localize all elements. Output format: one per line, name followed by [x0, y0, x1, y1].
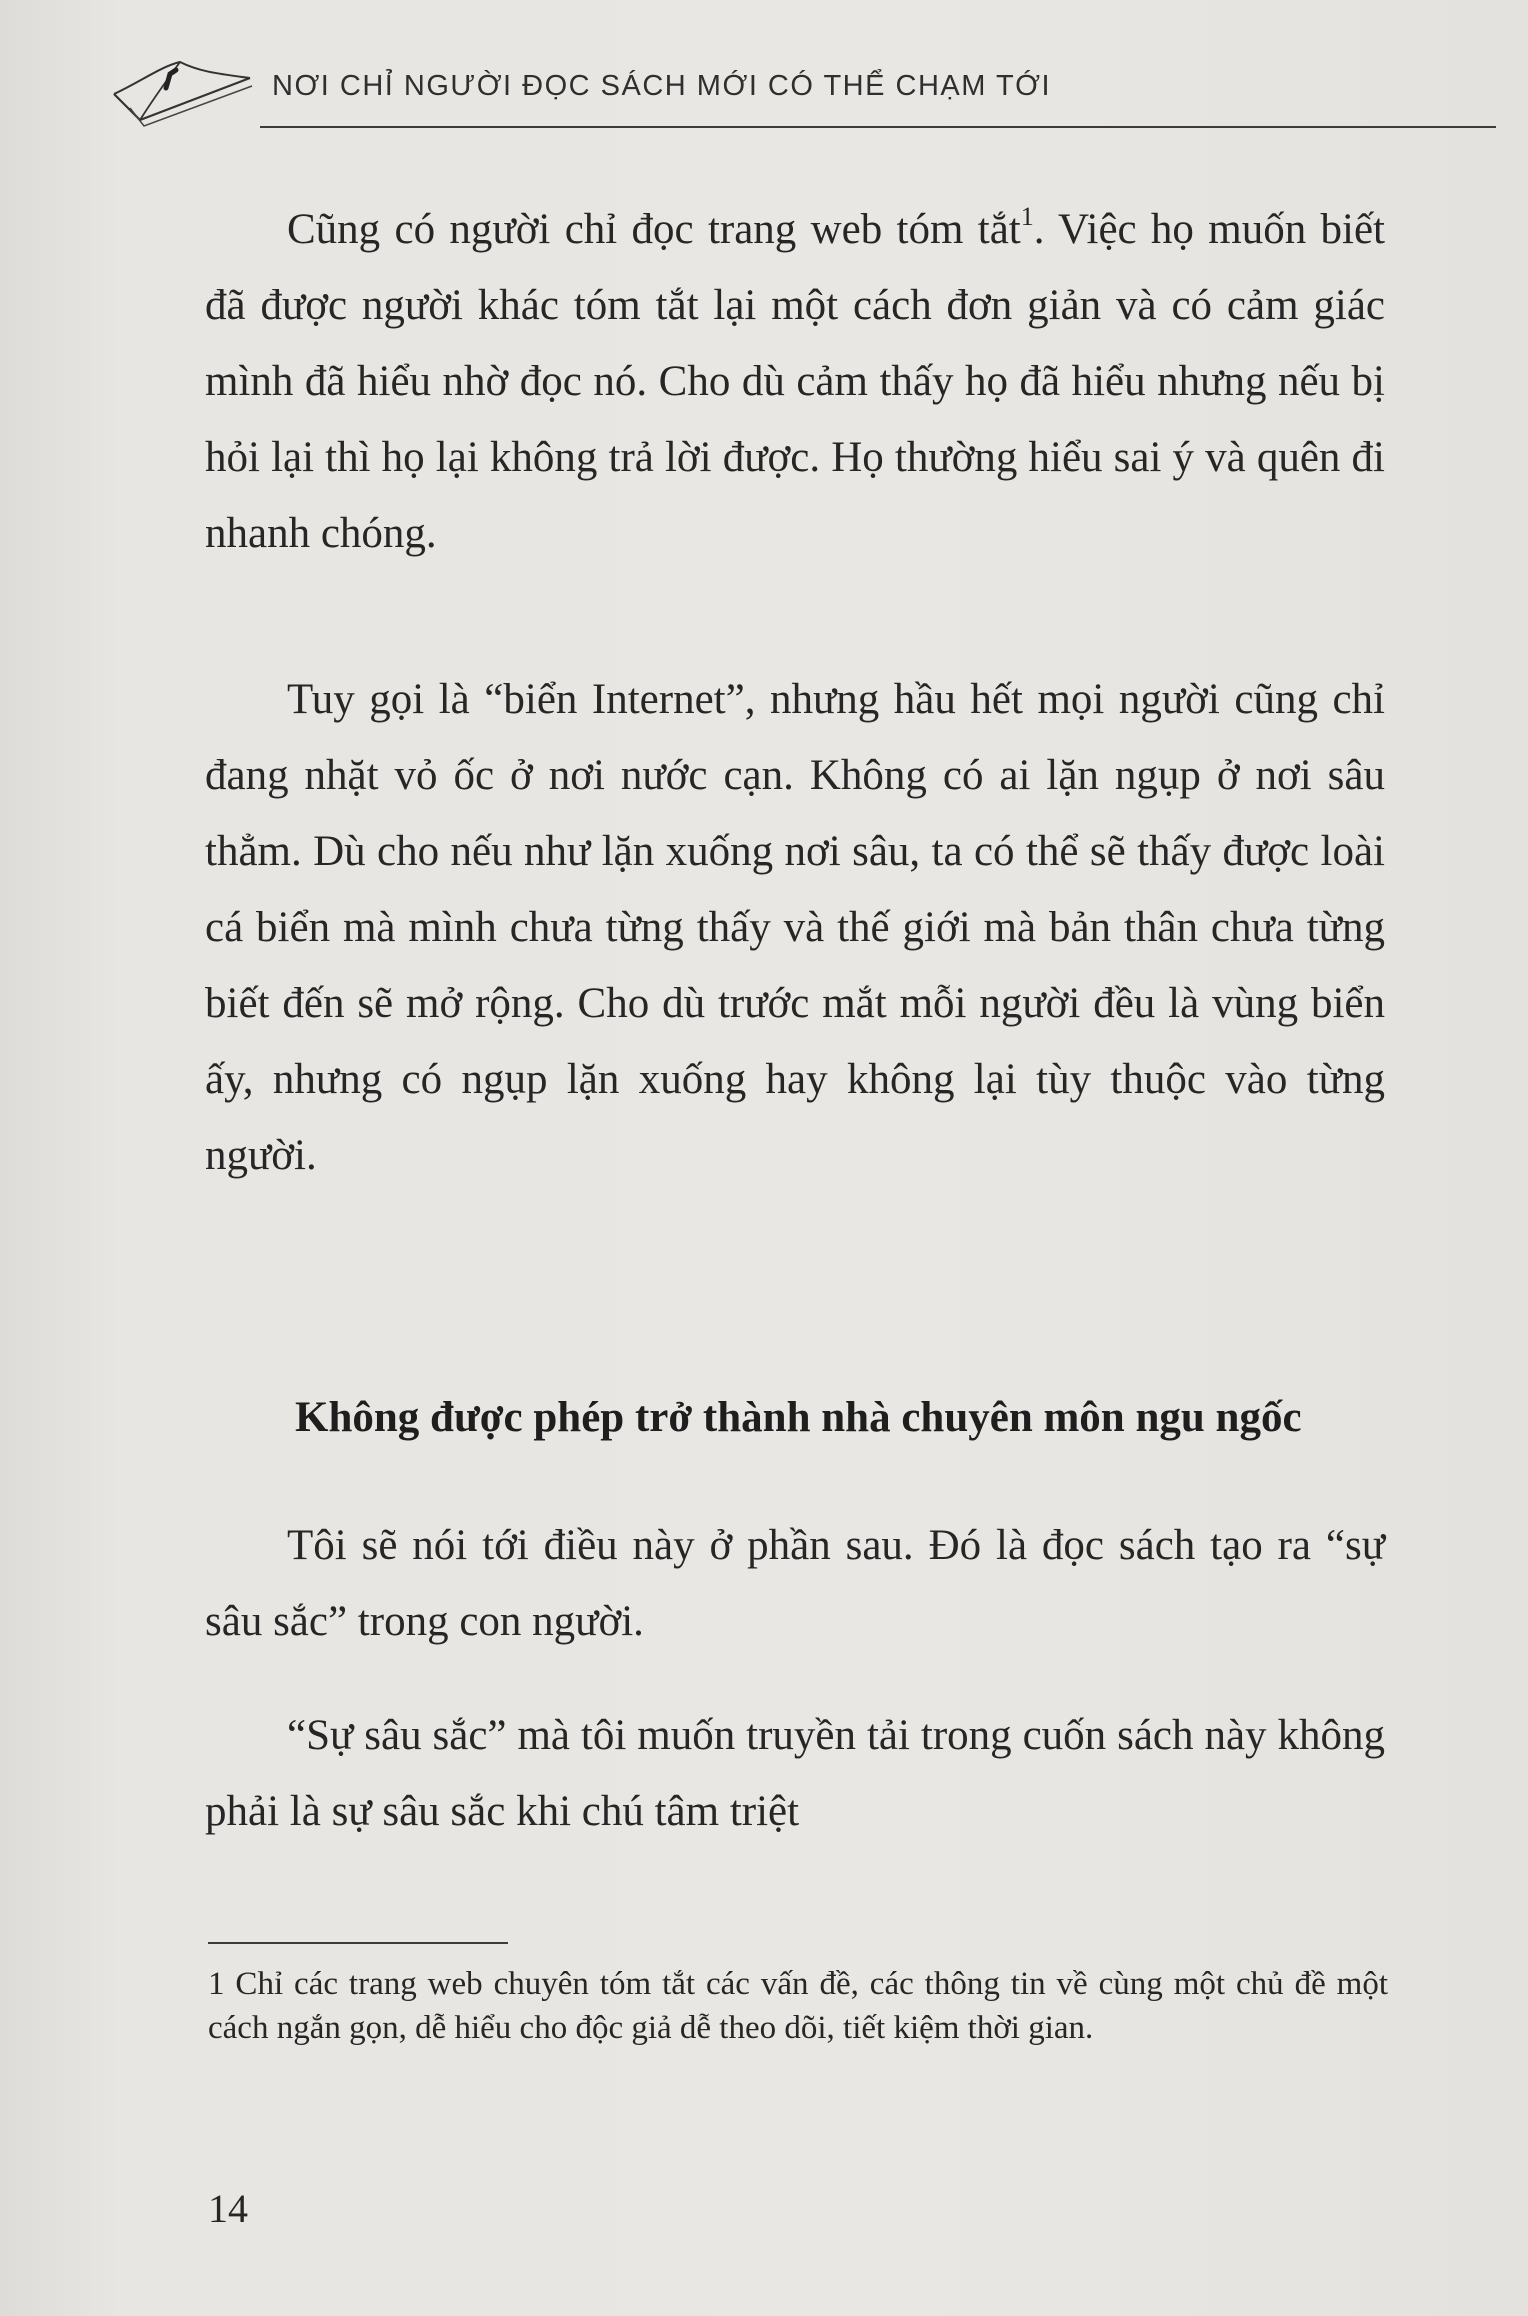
- paragraph-2-text: Tuy gọi là “biển Internet”, nhưng hầu hết mọi người cũng chỉ đang nhặt vỏ ốc ở nơi nước cạn. Không có ai lặn ngụp ở nơi sâu thẳm. Dù cho nếu như lặn xuống nơi sâu, ta có thể sẽ thấy được loài cá biển mà mình chưa từng thấy và thế giới mà bản thân chưa từng biết đến sẽ mở rộng. Cho dù trước mắt mỗi người đều là vùng biển ấy, nhưng có ngụp lặn xuống hay không lại tùy thuộc vào từng người.: [205, 676, 1385, 1179]
- body-paragraph-4: [205, 1698, 1385, 1850]
- paragraph-3-text: Tôi sẽ nói tới điều này ở phần sau. Đó là đọc sách tạo ra “sự sâu sắc” trong con người.: [205, 1522, 1385, 1645]
- footnote-divider: [208, 1942, 508, 1944]
- running-header: [110, 52, 1390, 132]
- footnote-text: 1 Chỉ các trang web chuyên tóm tắt các vấn đề, các thông tin về cùng một chủ đề một cách ngắn gọn, dễ hiểu cho độc giả dễ theo dõi, tiết kiệm thời gian.: [208, 1966, 1388, 2046]
- body-paragraph-1: [205, 192, 1385, 572]
- footnote-reference: 1: [1020, 202, 1034, 231]
- paragraph-4-text: “Sự sâu sắc” mà tôi muốn truyền tải trong cuốn sách này không phải là sự sâu sắc khi chú tâm triệt: [205, 1712, 1385, 1835]
- paragraph-1-text-continued: . Việc họ muốn biết đã được người khác tóm tắt lại một cách đơn giản và có cảm giác mình đã hiểu nhờ đọc nó. Cho dù cảm thấy họ đã hiểu nhưng nếu bị hỏi lại thì họ lại không trả lời được. Họ thường hiểu sai ý và quên đi nhanh chóng.: [205, 206, 1385, 557]
- running-header-title: NƠI CHỈ NGƯỜI ĐỌC SÁCH MỚI CÓ THỂ CHẠM TỚI: [272, 70, 1052, 102]
- page-number: 14: [208, 2186, 248, 2231]
- section-heading: Không được phép trở thành nhà chuyên môn ngu ngốc: [295, 1394, 1302, 1441]
- body-paragraph-3: [205, 1508, 1385, 1660]
- open-book-icon: [110, 56, 260, 128]
- body-paragraph-2: [205, 662, 1385, 1194]
- header-divider: [260, 126, 1496, 128]
- paragraph-1-text: Cũng có người chỉ đọc trang web tóm tắt: [287, 206, 1021, 253]
